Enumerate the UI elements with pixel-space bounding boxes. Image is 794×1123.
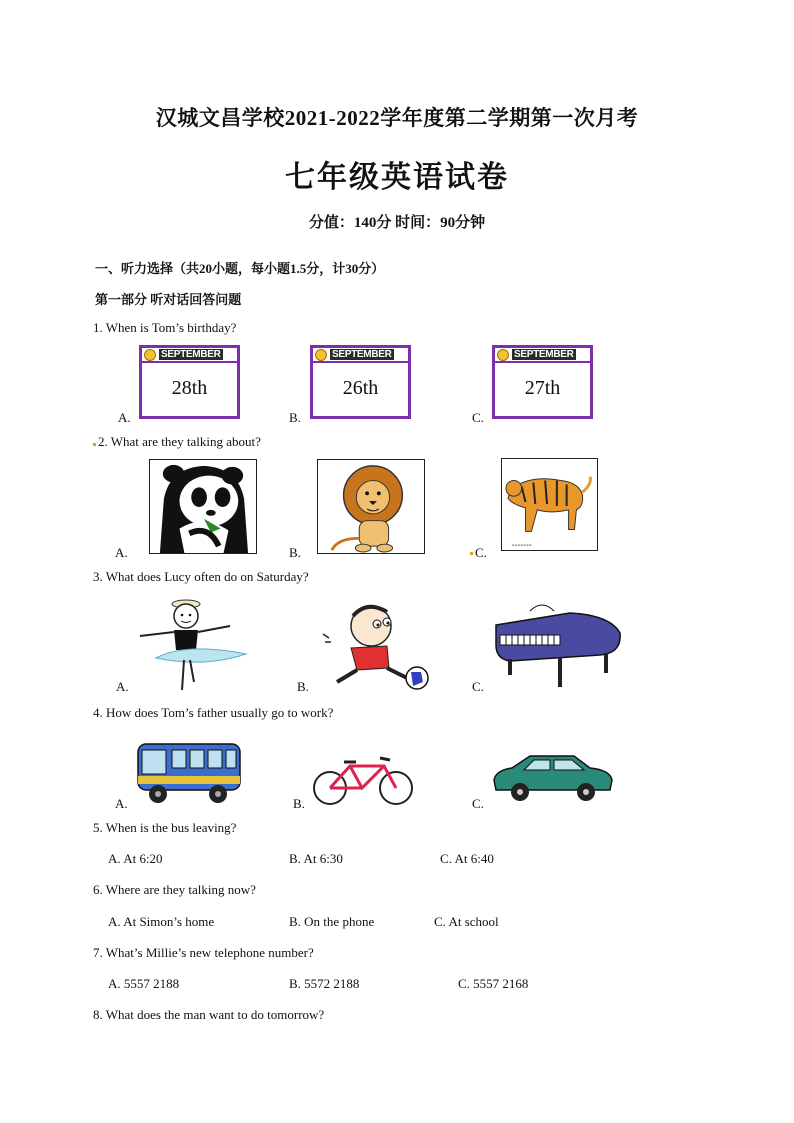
option-label: B.	[289, 976, 301, 991]
option-value: 5572 2188	[304, 976, 360, 991]
calendar-month: SEPTEMBER	[161, 349, 221, 360]
q6-option-c	[434, 914, 499, 930]
option-value: 5557 2188	[123, 976, 180, 991]
question-3: 3. What does Lucy often do on Saturday?	[93, 569, 309, 584]
option-label: A.	[108, 976, 121, 991]
option-label: C.	[458, 976, 470, 991]
question-5: 5. When is the bus leaving?	[93, 820, 237, 835]
bicycle-icon	[310, 752, 416, 807]
question-6: 6. Where are they talking now?	[93, 882, 256, 897]
option-label: C.	[440, 851, 452, 866]
sun-icon	[315, 349, 327, 361]
q1-option-a-label: A.	[118, 410, 131, 425]
option-label: C.	[434, 914, 446, 929]
marker-dot	[93, 443, 96, 446]
question-7: 7. What’s Millie’s new telephone number?	[93, 945, 314, 960]
option-value: 5557 2168	[473, 976, 529, 991]
q2-option-b-label: B.	[289, 545, 301, 560]
q6-option-a	[108, 914, 214, 930]
option-label: B.	[289, 914, 301, 929]
part-title: 第一部分 听对话回答问题	[95, 292, 242, 307]
q3-option-b-label: B.	[297, 679, 309, 694]
option-value: At 6:30	[303, 851, 343, 866]
q5-option-c	[440, 851, 494, 867]
calendar-day: 26th	[342, 377, 379, 399]
calendar-26th	[310, 345, 411, 419]
score-time-line: 分值：140分 时间：90分钟	[308, 215, 486, 231]
calendar-day: 27th	[524, 377, 561, 399]
question-2: 2. What are they talking about?	[98, 434, 261, 449]
option-value: At 6:20	[123, 851, 163, 866]
calendar-27th	[492, 345, 593, 419]
option-value: At school	[448, 914, 499, 929]
sun-icon	[497, 349, 509, 361]
school-title: 汉城文昌学校2021-2022学年度第二学期第一次月考	[155, 106, 639, 130]
q5-option-b	[289, 851, 343, 867]
q1-option-b-label: B.	[289, 410, 301, 425]
q4-option-c-label: C.	[472, 796, 484, 811]
option-value: At 6:40	[454, 851, 494, 866]
calendar-month: SEPTEMBER	[332, 349, 392, 360]
option-value: At Simon’s home	[123, 914, 215, 929]
calendar-day: 28th	[171, 377, 208, 399]
q3-option-a-label: A.	[116, 679, 129, 694]
q2-option-c-label: C.	[475, 545, 487, 560]
marker-dot	[470, 552, 473, 555]
option-label: A.	[108, 851, 121, 866]
q7-option-c	[458, 976, 528, 992]
bus-icon	[134, 738, 244, 808]
q7-option-a	[108, 976, 179, 992]
calendar-28th	[139, 345, 240, 419]
panda-icon	[149, 459, 257, 554]
ballet-dancer-icon	[134, 598, 252, 693]
q2-option-a-label: A.	[115, 545, 128, 560]
option-value: On the phone	[304, 914, 375, 929]
exam-title: 七年级英语试卷	[285, 161, 509, 194]
section-title: 一、听力选择（共20小题，每小题1.5分，计30分）	[95, 261, 385, 276]
piano-icon	[490, 595, 623, 690]
lion-icon	[317, 459, 425, 554]
question-8: 8. What does the man want to do tomorrow?	[93, 1007, 325, 1022]
q1-option-c-label: C.	[472, 410, 484, 425]
q5-option-a	[108, 851, 163, 867]
q4-option-a-label: A.	[115, 796, 128, 811]
option-label: A.	[108, 914, 121, 929]
car-icon	[490, 748, 614, 803]
question-4: 4. How does Tom’s father usually go to work?	[93, 705, 334, 720]
option-label: B.	[289, 851, 301, 866]
question-1: 1. When is Tom’s birthday?	[93, 320, 237, 335]
q6-option-b	[289, 914, 374, 930]
q3-option-c-label: C.	[472, 679, 484, 694]
q7-option-b	[289, 976, 359, 992]
soccer-player-icon	[317, 598, 435, 693]
tiger-icon	[501, 458, 598, 551]
q4-option-b-label: B.	[293, 796, 305, 811]
sun-icon	[144, 349, 156, 361]
calendar-month: SEPTEMBER	[514, 349, 574, 360]
